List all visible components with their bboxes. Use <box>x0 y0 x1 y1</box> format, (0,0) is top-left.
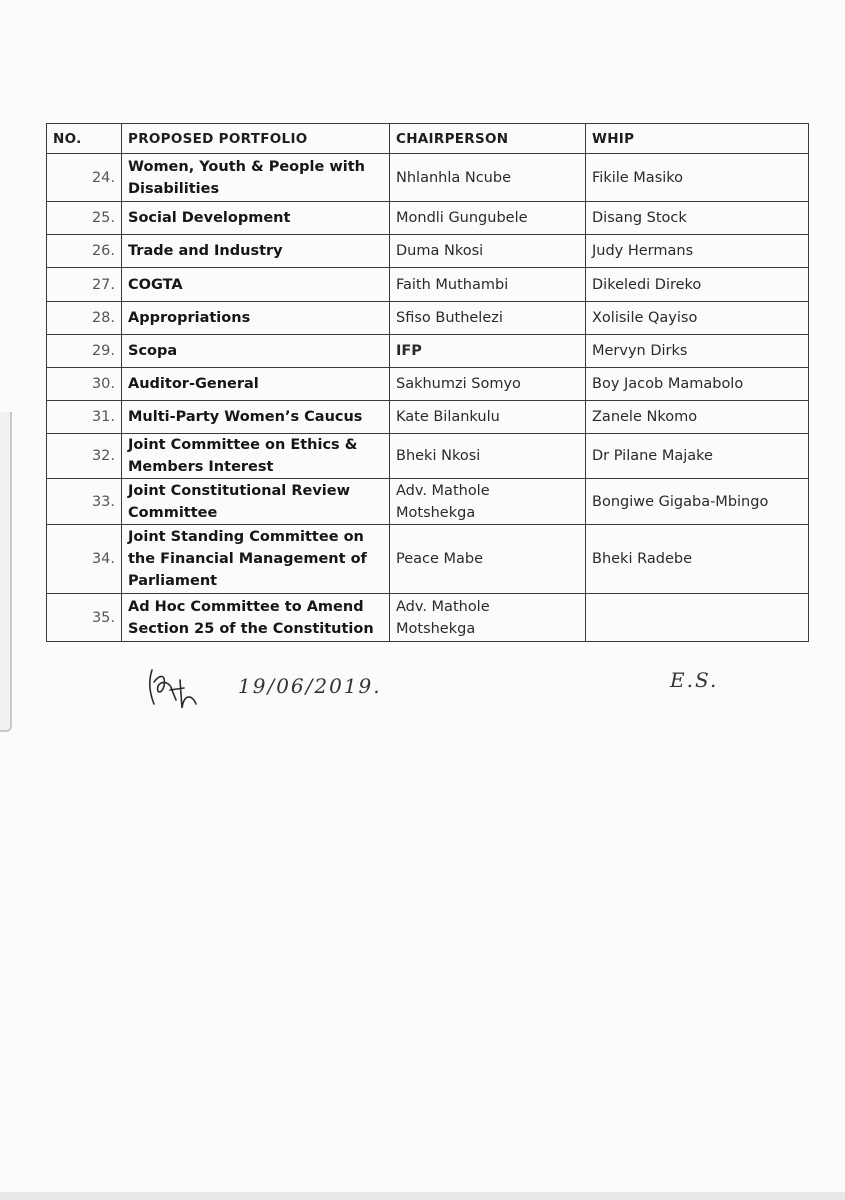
chairperson-line: Nhlanhla Ncube <box>396 169 511 186</box>
row-number: 25. <box>47 202 122 235</box>
chairperson-line: Sfiso Buthelezi <box>396 310 503 326</box>
chairperson-line: Faith Muthambi <box>396 276 509 293</box>
table-row <box>47 525 809 594</box>
chairperson-cell <box>390 368 586 401</box>
chairperson-cell <box>390 302 586 335</box>
row-number: 30. <box>47 368 122 401</box>
portfolio-line: Trade and Industry <box>128 243 283 259</box>
portfolio-line: the Financial Management of <box>128 551 367 567</box>
header-whip: WHIP <box>586 124 809 154</box>
portfolio-line: Ad Hoc Committee to Amend <box>128 598 364 615</box>
portfolio-cell <box>122 335 390 368</box>
chairperson-line: Bheki Nkosi <box>396 448 481 464</box>
whip-cell: Fikile Masiko <box>586 154 809 202</box>
signature-area <box>140 660 740 720</box>
header-no: NO. <box>47 124 122 154</box>
chairperson-cell <box>390 401 586 434</box>
row-number: 32. <box>47 434 122 479</box>
portfolio-line: Committee <box>128 504 218 521</box>
whip-cell: Bheki Radebe <box>586 525 809 594</box>
chairperson-line: Kate Bilankulu <box>396 409 500 425</box>
chairperson-line: Adv. Mathole <box>396 598 490 615</box>
row-number: 33. <box>47 479 122 525</box>
table-row <box>47 434 809 479</box>
table-header-row <box>47 124 809 154</box>
portfolio-line: Parliament <box>128 573 218 589</box>
portfolio-line: Appropriations <box>128 310 251 326</box>
portfolio-line: Joint Standing Committee on <box>128 529 364 545</box>
signature-initials: E.S. <box>670 668 719 692</box>
portfolio-line: Women, Youth & People with <box>128 158 365 175</box>
header-chairperson: CHAIRPERSON <box>390 124 586 154</box>
portfolio-line: Joint Constitutional Review <box>128 482 350 499</box>
table-row <box>47 401 809 434</box>
chairperson-line: Duma Nkosi <box>396 243 484 259</box>
table-row <box>47 368 809 401</box>
chairperson-cell <box>390 335 586 368</box>
portfolio-cell <box>122 479 390 525</box>
portfolio-line: Scopa <box>128 343 178 359</box>
whip-cell <box>586 594 809 642</box>
table-row <box>47 268 809 302</box>
bottom-edge <box>0 1192 845 1200</box>
portfolio-line: Disabilities <box>128 180 220 197</box>
chairperson-cell <box>390 268 586 302</box>
portfolio-line: Multi-Party Women’s Caucus <box>128 409 363 425</box>
signature-date: 19/06/2019. <box>238 674 382 698</box>
page-edge-shadow <box>0 412 12 732</box>
portfolio-line: Joint Committee on Ethics & <box>128 437 358 453</box>
chairperson-cell <box>390 479 586 525</box>
whip-cell: Xolisile Qayiso <box>586 302 809 335</box>
portfolio-line: Social Development <box>128 210 291 226</box>
portfolio-cell <box>122 401 390 434</box>
chairperson-cell <box>390 594 586 642</box>
signature-mark <box>140 660 220 720</box>
portfolio-cell <box>122 202 390 235</box>
chairperson-line: IFP <box>396 343 422 359</box>
portfolio-line: Section 25 of the Constitution <box>128 620 374 637</box>
row-number: 31. <box>47 401 122 434</box>
chairperson-cell <box>390 154 586 202</box>
portfolio-cell <box>122 268 390 302</box>
table-row <box>47 594 809 642</box>
table-row <box>47 302 809 335</box>
portfolio-table <box>46 123 809 642</box>
row-number: 34. <box>47 525 122 594</box>
chairperson-cell <box>390 434 586 479</box>
table-row <box>47 154 809 202</box>
whip-cell: Mervyn Dirks <box>586 335 809 368</box>
whip-cell: Boy Jacob Mamabolo <box>586 368 809 401</box>
portfolio-cell <box>122 434 390 479</box>
row-number: 26. <box>47 235 122 268</box>
table-row <box>47 235 809 268</box>
table-row <box>47 202 809 235</box>
row-number: 27. <box>47 268 122 302</box>
chairperson-cell <box>390 525 586 594</box>
whip-cell: Dikeledi Direko <box>586 268 809 302</box>
portfolio-cell <box>122 302 390 335</box>
row-number: 35. <box>47 594 122 642</box>
row-number: 24. <box>47 154 122 202</box>
chairperson-cell <box>390 235 586 268</box>
portfolio-cell <box>122 525 390 594</box>
table-row <box>47 479 809 525</box>
chairperson-line: Sakhumzi Somyo <box>396 376 521 392</box>
portfolio-line: Auditor-General <box>128 376 259 392</box>
whip-cell: Disang Stock <box>586 202 809 235</box>
header-portfolio: PROPOSED PORTFOLIO <box>122 124 390 154</box>
chairperson-line: Peace Mabe <box>396 551 484 567</box>
chairperson-line: Mondli Gungubele <box>396 210 528 226</box>
portfolio-cell <box>122 235 390 268</box>
whip-cell: Dr Pilane Majake <box>586 434 809 479</box>
portfolio-cell <box>122 594 390 642</box>
whip-cell: Bongiwe Gigaba-Mbingo <box>586 479 809 525</box>
portfolio-cell <box>122 368 390 401</box>
portfolio-cell <box>122 154 390 202</box>
chairperson-line: Adv. Mathole <box>396 482 490 499</box>
portfolio-line: Members Interest <box>128 459 274 475</box>
row-number: 28. <box>47 302 122 335</box>
chairperson-line: Motshekga <box>396 620 476 637</box>
chairperson-cell <box>390 202 586 235</box>
table-row <box>47 335 809 368</box>
chairperson-line: Motshekga <box>396 504 476 521</box>
table-body <box>47 154 809 642</box>
whip-cell: Zanele Nkomo <box>586 401 809 434</box>
whip-cell: Judy Hermans <box>586 235 809 268</box>
row-number: 29. <box>47 335 122 368</box>
portfolio-line: COGTA <box>128 276 183 293</box>
